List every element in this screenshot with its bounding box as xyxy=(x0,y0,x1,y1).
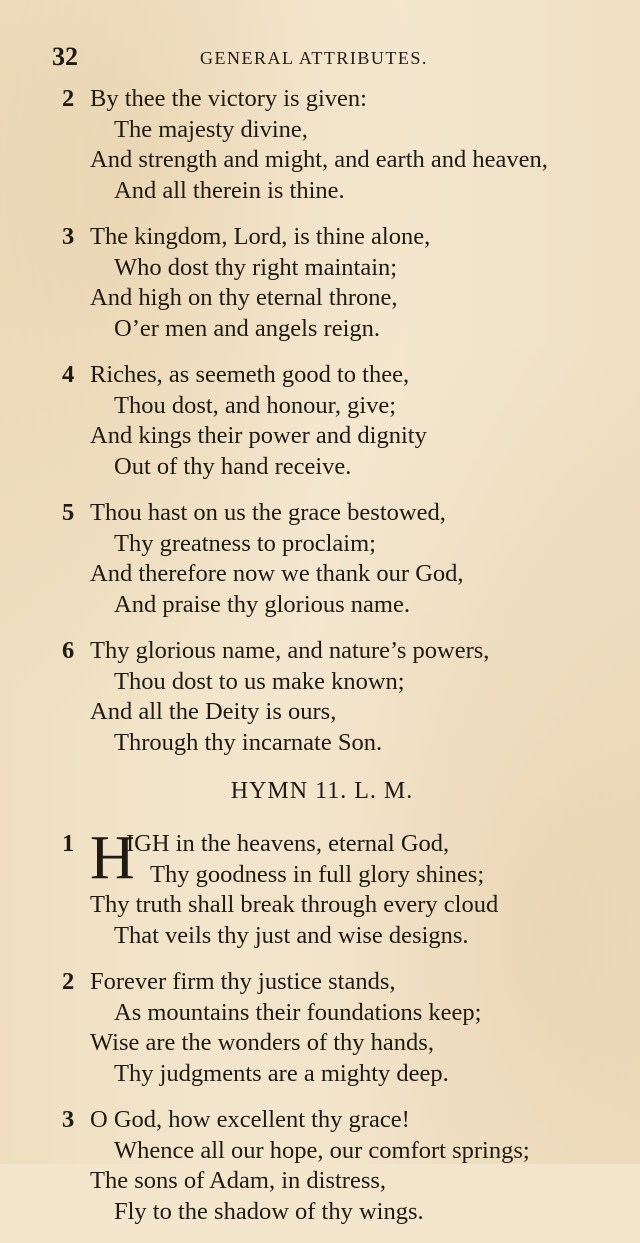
stanza-number: 3 xyxy=(62,1106,75,1133)
verse-line-3: And kings their power and dignity xyxy=(90,422,427,449)
page-header xyxy=(52,42,572,76)
verse-line-1 xyxy=(62,360,582,391)
verse-line-4: O’er men and angels reign. xyxy=(114,314,380,342)
verse-line-3: And strength and might, and earth and heaven, xyxy=(90,146,548,173)
verse-line-2: Thou dost to us make known; xyxy=(114,667,405,695)
verse-line-2: Whence all our hope, our comfort springs; xyxy=(114,1136,530,1164)
stanza-number: 6 xyxy=(62,637,75,664)
hymn-title: HYMN 11. L. M. xyxy=(230,778,414,804)
verse-line-1 xyxy=(62,829,582,860)
verse-line-3: And high on thy eternal throne, xyxy=(90,284,398,311)
verse-line-3: The sons of Adam, in distress, xyxy=(90,1167,387,1194)
stanza-number: 3 xyxy=(62,223,75,250)
stanza-h10-6 xyxy=(62,636,582,758)
verse-line-3: Thy truth shall break through every cloud xyxy=(90,891,499,918)
stanza-h10-2 xyxy=(62,84,582,206)
verse-line-1 xyxy=(62,1105,582,1136)
verse-text: Riches, as seemeth good to thee, xyxy=(90,361,410,388)
verse-line-4: That veils thy just and wise designs. xyxy=(114,921,469,949)
verse-line-4: And praise thy glorious name. xyxy=(114,590,410,618)
verse-text: Thou hast on us the grace bestowed, xyxy=(90,499,446,526)
verse-text: By thee the victory is given: xyxy=(90,85,367,112)
page-number: 32 xyxy=(52,42,78,71)
verse-line-2: Who dost thy right maintain; xyxy=(114,253,398,281)
verse-line-1 xyxy=(62,84,582,115)
stanza-number: 4 xyxy=(62,361,75,388)
verse-line-2: Thy goodness in full glory shines; xyxy=(150,860,485,888)
stanza-h10-4 xyxy=(62,360,582,482)
verse-line-2: Thy greatness to proclaim; xyxy=(114,529,376,557)
verse-line-4: Fly to the shadow of thy wings. xyxy=(114,1197,424,1225)
verse-line-2: Thou dost, and honour, give; xyxy=(114,391,397,419)
verse-line-1 xyxy=(62,222,582,253)
verse-line-4: Through thy incarnate Son. xyxy=(114,728,383,756)
verse-line-2: The majesty divine, xyxy=(114,115,308,143)
verse-line-2: As mountains their foundations keep; xyxy=(114,998,482,1026)
verse-line-1 xyxy=(62,967,582,998)
stanza-h10-3 xyxy=(62,222,582,344)
drop-cap: H xyxy=(90,824,135,892)
verse-line-3: And therefore now we thank our God, xyxy=(90,560,464,587)
stanza-number: 1 xyxy=(62,830,75,857)
stanza-h11-2 xyxy=(62,967,582,1089)
stanza-number: 2 xyxy=(62,85,75,112)
verse-line-1 xyxy=(62,498,582,529)
stanza-h11-1 xyxy=(62,824,582,951)
verse-line-3: Wise are the wonders of thy hands, xyxy=(90,1029,434,1056)
verse-line-4: Thy judgments are a mighty deep. xyxy=(114,1059,449,1087)
stanza-number: 5 xyxy=(62,499,75,526)
page-content xyxy=(62,84,582,1243)
stanza-number: 2 xyxy=(62,968,75,995)
verse-text: IGH in the heavens, eternal God, xyxy=(126,830,450,857)
stanza-h11-3 xyxy=(62,1105,582,1227)
verse-line-4: And all therein is thine. xyxy=(114,176,345,204)
verse-line-4: Out of thy hand receive. xyxy=(114,452,352,480)
verse-line-3: And all the Deity is ours, xyxy=(90,698,337,725)
verse-text: The kingdom, Lord, is thine alone, xyxy=(90,223,431,250)
verse-text: Forever firm thy justice stands, xyxy=(90,968,396,995)
verse-text: O God, how excellent thy grace! xyxy=(90,1106,410,1133)
stanza-h10-5 xyxy=(62,498,582,620)
verse-text: Thy glorious name, and nature’s powers, xyxy=(90,637,490,664)
running-head: GENERAL ATTRIBUTES. xyxy=(200,48,428,68)
verse-line-1 xyxy=(62,636,582,667)
